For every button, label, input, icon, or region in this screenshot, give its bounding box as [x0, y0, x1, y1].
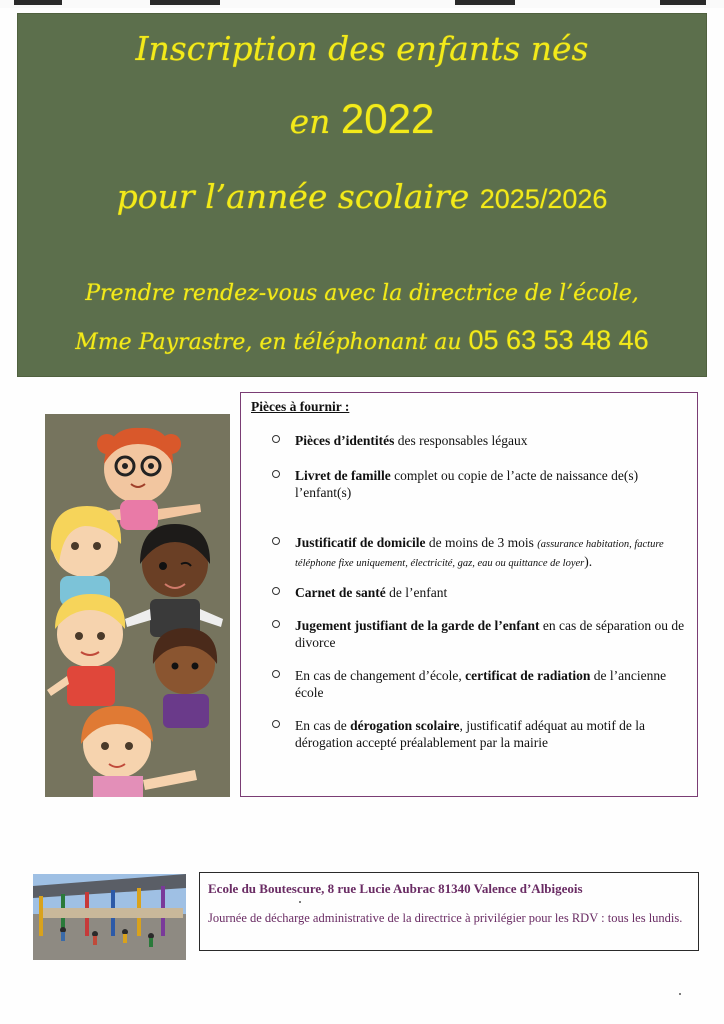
banner-phone-number: 05 63 53 48 46 [468, 325, 649, 355]
banner-school-year-line [17, 177, 707, 216]
item-text: de moins de 3 mois [425, 535, 538, 550]
scan-speck [299, 901, 301, 903]
bullet-icon [272, 587, 280, 595]
chalkboard-banner [17, 13, 707, 377]
item-text: , justificatif adéquat au motif de la dérogation accepté préalablement par la mairie [295, 718, 646, 750]
item-bold: Jugement justifiant de la garde de l’enfant [295, 618, 540, 633]
children-illustration [45, 414, 230, 797]
banner-year-prefix: en [289, 102, 331, 141]
documents-box [240, 392, 698, 797]
scan-mark [14, 0, 62, 5]
bullet-icon [272, 720, 280, 728]
scan-mark [660, 0, 706, 5]
scan-mark [455, 0, 515, 5]
scan-top-edge [0, 0, 724, 8]
item-bold: Livret de famille [295, 468, 391, 483]
item-bold: dérogation scolaire [350, 718, 460, 733]
item-text: des responsables légaux [394, 433, 528, 448]
document-item [272, 717, 690, 751]
item-bold: Pièces d’identités [295, 433, 395, 448]
document-item [272, 667, 690, 701]
bullet-icon [272, 620, 280, 628]
item-text-pre: En cas de [295, 718, 351, 733]
item-text-pre: En cas de changement d’école, [295, 668, 466, 683]
banner-phone-prefix: Mme Payrastre, en téléphonant au [75, 330, 462, 355]
banner-title: Inscription des enfants nés [135, 29, 589, 68]
banner-year-line [17, 95, 707, 143]
school-photo [33, 874, 186, 960]
item-bold: Carnet de santé [295, 585, 386, 600]
banner-appointment-line: Prendre rendez-vous avec la directrice de l’école, [85, 281, 639, 306]
school-info-box [199, 872, 699, 951]
bullet-icon [272, 470, 280, 478]
document-item [272, 617, 690, 651]
banner-school-year: 2025/2026 [479, 184, 608, 214]
item-bold: certificat de radiation [465, 668, 591, 683]
item-text: en cas de séparation ou de divorce [295, 618, 685, 650]
item-bold: Justificatif de domicile [295, 535, 426, 550]
school-address: Ecole du Boutescure, 8 rue Lucie Aubrac 81340 Valence d’Albigeois [208, 881, 583, 896]
banner-phone-line [17, 325, 707, 356]
item-text: complet ou copie de l’acte de naissance de(s) l’enfant(s) [295, 468, 639, 500]
bullet-icon [272, 537, 280, 545]
scan-speck [679, 993, 681, 995]
scan-mark [150, 0, 220, 5]
document-item [272, 467, 690, 501]
item-end: ). [584, 554, 593, 569]
item-text: de l’ancienne école [295, 668, 667, 700]
appointment-note: Journée de décharge administrative de la directrice à privilégier pour les RDV : tous les lundis. [208, 911, 683, 925]
document-item [272, 584, 690, 601]
document-item [272, 432, 690, 449]
item-text: de l’enfant [385, 585, 448, 600]
document-item [272, 534, 690, 572]
bullet-icon [272, 670, 280, 678]
documents-title: Pièces à fournir : [251, 399, 350, 414]
banner-school-year-prefix: pour l’année scolaire [116, 177, 470, 216]
banner-birth-year: 2022 [340, 95, 435, 142]
item-note: (assurance habitation, facture téléphone fixe uniquement, électricité, gaz, eau ou quittance de loyer [295, 539, 664, 569]
bullet-icon [272, 435, 280, 443]
